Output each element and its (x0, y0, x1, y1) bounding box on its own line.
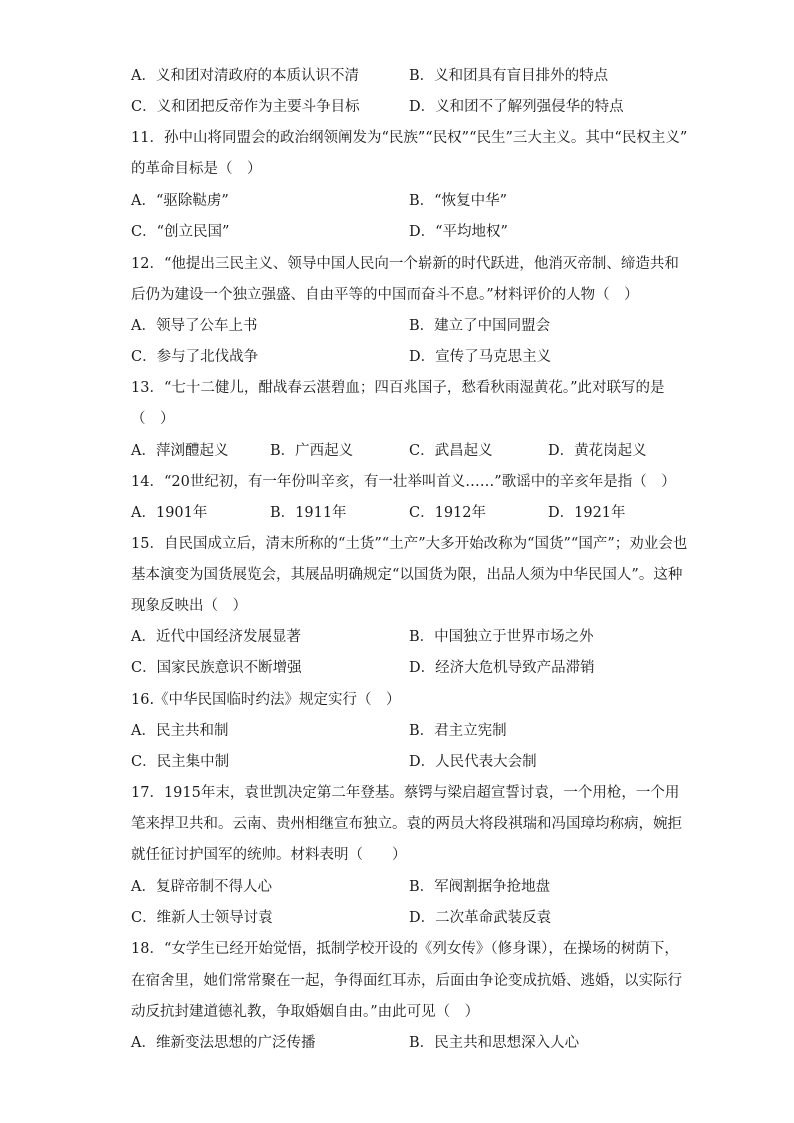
q15-option-d[interactable]: D．经济大危机导致产品滞销 (409, 660, 595, 676)
q16-option-b[interactable]: B．君主立宪制 (409, 723, 507, 739)
q12-option-d[interactable]: D．宣传了马克思主义 (409, 349, 552, 365)
q16-stem-line1: 16.《中华民国临时约法》规定实行（ ） (131, 692, 401, 708)
q13-option-a[interactable]: A．萍浏醴起义 (131, 443, 229, 459)
q12-stem-line2: 后仍为建设一个独立强盛、自由平等的中国而奋斗不息。”材料评价的人物（ ） (131, 287, 639, 303)
q15-option-b[interactable]: B．中国独立于世界市场之外 (409, 629, 594, 645)
q15-stem-line1: 15．自民国成立后，清末所称的“土货”“土产”大多开始改称为“国货”“国产”；劝业会也 (131, 536, 688, 552)
q17-stem-line2: 笔来捍卫共和。云南、贵州相继宣布独立。袁的两员大将段祺瑞和冯国璋均称病，婉拒 (131, 816, 682, 832)
q16-option-c[interactable]: C．民主集中制 (131, 754, 230, 770)
q12-option-a[interactable]: A．领导了公车上书 (131, 318, 258, 334)
q14-stem-line1: 14．“20世纪初，有一年份叫辛亥，有一壮举叫首义……”歌谣中的辛亥年是指（ ） (131, 474, 676, 490)
q10-option-b[interactable]: B．义和团具有盲目排外的特点 (409, 68, 609, 84)
q18-stem-line1: 18．“女学生已经开始觉悟，抵制学校开设的《列女传》（修身课），在操场的树荫下， (131, 941, 679, 957)
q13-option-b[interactable]: B．广西起义 (270, 443, 354, 459)
q10-option-d[interactable]: D．义和团不了解列强侵华的特点 (409, 99, 624, 115)
q13-option-c[interactable]: C．武昌起义 (409, 443, 493, 459)
q16-option-a[interactable]: A．民主共和制 (131, 723, 229, 739)
q11-stem-line1: 11．孙中山将同盟会的政治纲领阐发为“民族”“民权”“民生”三大主义。其中“民权主义” (131, 130, 688, 146)
q16-option-d[interactable]: D．人民代表大会制 (409, 754, 537, 770)
q17-stem-line3: 就任征讨护国军的统帅。材料表明（ ） (131, 847, 407, 863)
q11-option-d[interactable]: D．“平均地权” (409, 224, 508, 240)
q11-stem-line2: 的革命目标是（ ） (131, 161, 262, 177)
q11-option-a[interactable]: A．“驱除鞑虏” (131, 193, 229, 209)
q13-stem-line2: （ ） (131, 411, 175, 427)
q13-stem-line1: 13．“七十二健儿，酣战春云湛碧血；四百兆国子，愁看秋雨湿黄花。”此对联写的是 (131, 380, 665, 396)
q12-stem-line1: 12．“他提出三民主义、领导中国人民向一个崭新的时代跃进，他消灭帝制、缔造共和 (131, 256, 679, 272)
q15-option-c[interactable]: C．国家民族意识不断增强 (131, 660, 302, 676)
q12-option-c[interactable]: C．参与了北伐战争 (131, 349, 259, 365)
q10-option-a[interactable]: A．义和团对清政府的本质认识不清 (131, 68, 359, 84)
q18-option-b[interactable]: B．民主共和思想深入人心 (409, 1035, 580, 1051)
q18-stem-line2: 在宿舍里，她们常常聚在一起，争得面红耳赤，后面由争论变成抗婚、逃婚，以实际行 (131, 973, 682, 989)
q12-option-b[interactable]: B．建立了中国同盟会 (409, 318, 551, 334)
q17-option-d[interactable]: D．二次革命武装反袁 (409, 910, 552, 926)
q11-option-c[interactable]: C．“创立民国” (131, 224, 230, 240)
q14-option-c[interactable]: C．1912年 (409, 505, 486, 521)
q15-stem-line2: 基本演变为国货展览会，其展品明确规定“以国货为限，出品人须为中华民国人”。这种 (131, 567, 683, 583)
q17-option-b[interactable]: B．军阀割据争抢地盘 (409, 879, 551, 895)
q17-stem-line1: 17．1915年末，袁世凯决定第二年登基。蔡锷与梁启超宣誓讨袁，一个用枪，一个用 (131, 785, 680, 801)
q18-option-a[interactable]: A．维新变法思想的广泛传播 (131, 1035, 316, 1051)
q10-option-c[interactable]: C．义和团把反帝作为主要斗争目标 (131, 99, 360, 115)
q18-stem-line3: 动反抗封建道德礼教，争取婚姻自由。”由此可见（ ） (131, 1004, 480, 1020)
q14-option-d[interactable]: D．1921年 (548, 505, 626, 521)
q17-option-c[interactable]: C．维新人士领导讨袁 (131, 910, 273, 926)
q14-option-a[interactable]: A．1901年 (131, 505, 208, 521)
q17-option-a[interactable]: A．复辟帝制不得人心 (131, 879, 272, 895)
q15-stem-line3: 现象反映出（ ） (131, 598, 247, 614)
q13-option-d[interactable]: D．黄花岗起义 (548, 443, 647, 459)
q15-option-a[interactable]: A．近代中国经济发展显著 (131, 629, 301, 645)
q11-option-b[interactable]: B．“恢复中华” (409, 193, 507, 209)
q14-option-b[interactable]: B．1911年 (270, 505, 347, 521)
